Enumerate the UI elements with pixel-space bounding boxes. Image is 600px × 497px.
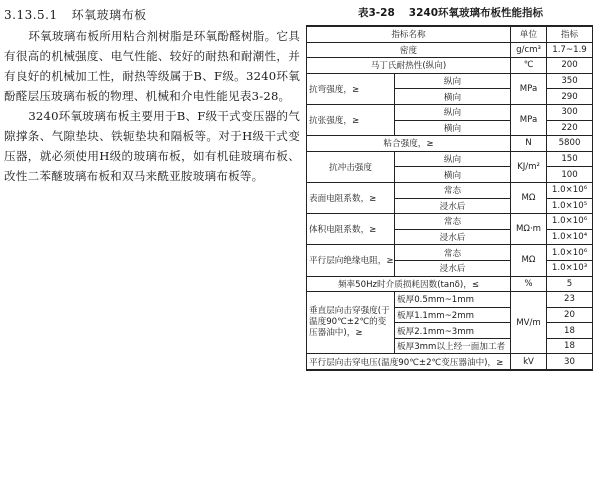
condition-cell: 板厚2.1mm~3mm (395, 323, 511, 339)
unit-cell: MPa (511, 73, 547, 104)
value-cell: 1.0×10⁵ (547, 198, 593, 214)
value-cell: 1.7~1.9 (547, 42, 593, 58)
paragraph: 3240环氧玻璃布板主要用于B、F级干式变压器的气隙撑条、气隙垫块、铁轭垫块和隔板等。对于H级干式变压器，就必须使用H级的玻璃布板，如有机硅玻璃布板、改性二苯醚玻璃布板和双马来酰亚胺玻璃布板等。 (4, 109, 300, 183)
property-name: 平行层向绝缘电阻，≥ (307, 245, 395, 276)
table-row (307, 214, 593, 230)
value-cell: 30 (547, 354, 593, 370)
header-value: 指标 (547, 26, 593, 42)
unit-cell: N (511, 136, 547, 152)
condition-cell: 横向 (395, 120, 511, 136)
condition-cell: 常态 (395, 245, 511, 261)
property-name: 体积电阻系数，≥ (307, 214, 395, 245)
unit-cell: ℃ (511, 58, 547, 74)
unit-cell: MΩ·m (511, 214, 547, 245)
property-name: 抗冲击强度 (307, 151, 395, 182)
value-cell: 100 (547, 167, 593, 183)
condition-cell: 板厚1.1mm~2mm (395, 307, 511, 323)
unit-cell: % (511, 276, 547, 292)
value-cell: 18 (547, 323, 593, 339)
unit-cell: MΩ (511, 245, 547, 276)
value-cell: 220 (547, 120, 593, 136)
condition-cell: 横向 (395, 167, 511, 183)
table-row (307, 292, 593, 308)
table-row (307, 58, 593, 74)
unit-cell: MV/m (511, 292, 547, 354)
property-name: 马丁氏耐热性(纵向) (307, 58, 511, 74)
condition-cell: 常态 (395, 214, 511, 230)
property-name: 抗张强度，≥ (307, 104, 395, 135)
unit-cell: kV (511, 354, 547, 370)
value-cell: 1.0×10⁴ (547, 229, 593, 245)
condition-cell: 横向 (395, 89, 511, 105)
performance-table (306, 25, 593, 371)
section-number: 3.13.5.1 (4, 8, 58, 22)
condition-cell: 浸水后 (395, 229, 511, 245)
unit-cell: g/cm³ (511, 42, 547, 58)
table-row (307, 276, 593, 292)
value-cell: 300 (547, 104, 593, 120)
value-cell: 350 (547, 73, 593, 89)
value-cell: 1.0×10⁶ (547, 182, 593, 198)
table-row (307, 73, 593, 89)
condition-cell: 常态 (395, 182, 511, 198)
property-name: 密度 (307, 42, 511, 58)
condition-cell: 浸水后 (395, 198, 511, 214)
unit-cell: KJ/m² (511, 151, 547, 182)
property-name: 垂直层向击穿强度(于温度90℃±2℃的变压器油中)，≥ (307, 292, 395, 354)
value-cell: 23 (547, 292, 593, 308)
value-cell: 1.0×10⁶ (547, 214, 593, 230)
property-name: 平行层向击穿电压(温度90℃±2℃变压器油中)，≥ (307, 354, 511, 370)
table-row (307, 104, 593, 120)
table-row (307, 182, 593, 198)
value-cell: 200 (547, 58, 593, 74)
value-cell: 1.0×10⁶ (547, 245, 593, 261)
condition-cell: 纵向 (395, 104, 511, 120)
value-cell: 18 (547, 338, 593, 354)
property-name: 频率50Hz时介质损耗因数(tanδ)，≤ (307, 276, 511, 292)
header-unit: 单位 (511, 26, 547, 42)
value-cell: 290 (547, 89, 593, 105)
value-cell: 1.0×10³ (547, 260, 593, 276)
section-title: 环氧玻璃布板 (71, 8, 147, 22)
table-row (307, 245, 593, 261)
condition-cell: 浸水后 (395, 260, 511, 276)
value-cell: 150 (547, 151, 593, 167)
property-name: 抗弯强度，≥ (307, 73, 395, 104)
value-cell: 5800 (547, 136, 593, 152)
condition-cell: 板厚3mm以上经一面加工者 (395, 338, 511, 354)
table-title: 3240环氧玻璃布板性能指标 (408, 7, 544, 19)
table-row (307, 151, 593, 167)
condition-cell: 板厚0.5mm~1mm (395, 292, 511, 308)
paragraph: 环氧玻璃布板所用粘合剂树脂是环氧酚醛树脂。它具有很高的机械强度、电气性能、较好的耐热和耐潮性，并有良好的机械加工性，耐热等级属于B、F级。3240环氧酚醛层压玻璃布板的物理、机械和介电性能见表3-28。 (4, 29, 300, 103)
text-column (4, 6, 300, 186)
table-row (307, 42, 593, 58)
table-caption (358, 5, 543, 20)
value-cell: 20 (547, 307, 593, 323)
property-name: 粘合强度，≥ (307, 136, 511, 152)
unit-cell: MPa (511, 104, 547, 135)
table-row (307, 354, 593, 370)
condition-cell: 纵向 (395, 73, 511, 89)
value-cell: 5 (547, 276, 593, 292)
table-row (307, 136, 593, 152)
condition-cell: 纵向 (395, 151, 511, 167)
table-header-row (307, 26, 593, 42)
unit-cell: MΩ (511, 182, 547, 213)
property-name: 表面电阻系数，≥ (307, 182, 395, 213)
section-heading (4, 6, 300, 23)
header-name: 指标名称 (307, 26, 511, 42)
table-number: 表3-28 (358, 7, 395, 19)
